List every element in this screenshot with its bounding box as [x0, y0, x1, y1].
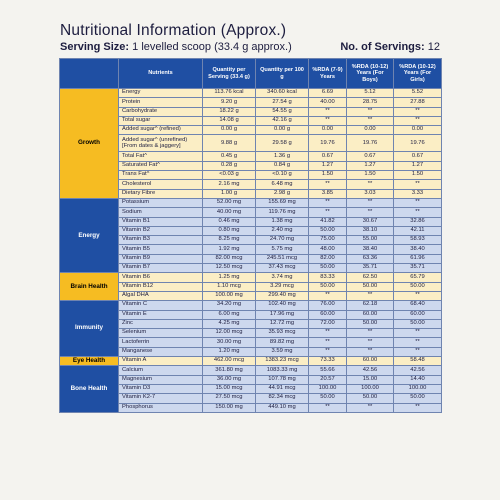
nutrient-value: 60.00	[394, 310, 442, 319]
nutrient-value: 3.03	[347, 189, 394, 198]
nutrient-value: 1383.23 mcg	[256, 357, 309, 366]
nutrient-value: 299.40 mg	[256, 291, 309, 300]
nutrient-name: Total Fat^	[119, 152, 203, 161]
nutrient-value: 35.71	[394, 264, 442, 273]
nutrient-name: Protein	[119, 98, 203, 107]
header-quantity-per-serving: Quantity per Serving (33.4 g)	[203, 59, 256, 89]
nutrient-value: 0.67	[347, 152, 394, 161]
nutrient-value: 1.50	[394, 171, 442, 180]
nutrient-value: 5.75 mg	[256, 245, 309, 254]
nutrient-value: 27.50 mcg	[203, 394, 256, 403]
nutrient-name: Magnesium	[119, 375, 203, 384]
nutrient-value: 6.69	[309, 89, 347, 98]
nutrient-name: Total sugar	[119, 116, 203, 125]
nutrient-value: 9.20 g	[203, 98, 256, 107]
nutrient-value: **	[347, 116, 394, 125]
nutrient-value: 73.33	[309, 357, 347, 366]
nutrient-value: 24.70 mg	[256, 236, 309, 245]
nutrient-name: Trans Fat^	[119, 171, 203, 180]
nutrient-value: 1.25 mg	[203, 273, 256, 282]
nutrient-value: 35.71	[347, 264, 394, 273]
nutrient-name: Vitamin B3	[119, 236, 203, 245]
nutrient-value: 0.00	[394, 126, 442, 135]
nutrient-value: 119.76 mg	[256, 208, 309, 217]
nutrient-value: 32.86	[394, 217, 442, 226]
nutrient-name: Phosphorus	[119, 403, 203, 412]
nutrient-name: Saturated Fat^	[119, 161, 203, 170]
nutrient-value: 60.00	[347, 357, 394, 366]
nutrient-name: Vitamin B12	[119, 282, 203, 291]
nutrient-value: 50.00	[394, 394, 442, 403]
nutrient-value: **	[347, 338, 394, 347]
nutrient-value: 41.82	[309, 217, 347, 226]
nutrient-value: 28.75	[347, 98, 394, 107]
nutrient-value: **	[309, 116, 347, 125]
nutrient-name: Vitamin E	[119, 310, 203, 319]
nutrient-value: 35.93 mcg	[256, 329, 309, 338]
nutrient-value: 3.59 mg	[256, 347, 309, 356]
nutrient-value: 20.57	[309, 375, 347, 384]
nutrient-value: **	[309, 291, 347, 300]
nutrient-value: 100.00	[309, 384, 347, 393]
nutrient-value: 19.76	[309, 135, 347, 152]
nutrient-value: 42.56	[347, 366, 394, 375]
nutrient-value: 38.40	[394, 245, 442, 254]
nutrient-value: **	[394, 338, 442, 347]
nutrient-value: 1.27	[347, 161, 394, 170]
nutrient-name: Added sugar^ (refined)	[119, 126, 203, 135]
nutrient-value: **	[347, 208, 394, 217]
nutrient-value: 76.00	[309, 301, 347, 310]
nutrient-name: Added sugar^ (unrefined) [From dates & jaggery]	[119, 135, 203, 152]
nutrient-value: **	[309, 208, 347, 217]
nutrient-value: **	[309, 107, 347, 116]
nutrient-value: 1.00 g	[203, 189, 256, 198]
serving-size-value: 1 levelled scoop (33.4 g approx.)	[132, 41, 292, 53]
nutrient-value: 29.58 g	[256, 135, 309, 152]
nutrient-name: Vitamin B5	[119, 245, 203, 254]
nutrient-value: **	[347, 180, 394, 189]
category-label: Brain Health	[60, 273, 119, 301]
nutrient-value: 17.96 mg	[256, 310, 309, 319]
nutrient-name: Vitamin B7	[119, 264, 203, 273]
nutrient-value: **	[394, 329, 442, 338]
nutrient-value: 54.55 g	[256, 107, 309, 116]
nutrient-value: 1.38 mg	[256, 217, 309, 226]
nutrient-name: Cholesterol	[119, 180, 203, 189]
nutrient-value: **	[394, 107, 442, 116]
nutrient-value: <0.10 g	[256, 171, 309, 180]
nutrient-value: 6.48 mg	[256, 180, 309, 189]
nutrient-value: 6.00 mg	[203, 310, 256, 319]
nutrient-value: 0.67	[309, 152, 347, 161]
nutrient-value: **	[309, 347, 347, 356]
nutrient-value: 3.33	[394, 189, 442, 198]
nutrient-value: 12.50 mcg	[203, 264, 256, 273]
nutrient-value: 0.00	[347, 126, 394, 135]
header-quantity-per-100g: Quantity per 100 g	[256, 59, 309, 89]
nutrient-value: 50.00	[309, 264, 347, 273]
nutrient-value: 50.00	[309, 226, 347, 235]
table-row	[60, 273, 442, 282]
nutrient-value: 62.50	[347, 273, 394, 282]
nutrient-value: 65.79	[394, 273, 442, 282]
nutrient-value: **	[309, 403, 347, 412]
nutrient-value: **	[309, 338, 347, 347]
nutrient-value: 36.00 mg	[203, 375, 256, 384]
nutrient-value: 19.76	[394, 135, 442, 152]
category-label: Growth	[60, 89, 119, 199]
category-label: Immunity	[60, 301, 119, 357]
nutrient-value: 42.11	[394, 226, 442, 235]
nutrient-name: Potassium	[119, 198, 203, 207]
nutrient-value: **	[347, 198, 394, 207]
header-rda-10-12-girls: %RDA (10-12) Years (For Girls)	[394, 59, 442, 89]
nutrient-value: 449.10 mg	[256, 403, 309, 412]
nutrient-value: 60.00	[347, 310, 394, 319]
nutrient-value: **	[347, 347, 394, 356]
nutrient-value: <0.03 g	[203, 171, 256, 180]
nutrient-value: 12.00 mcg	[203, 329, 256, 338]
nutrient-value: **	[394, 208, 442, 217]
nutrient-value: 63.36	[347, 254, 394, 263]
nutrient-name: Vitamin K2-7	[119, 394, 203, 403]
nutrient-value: 40.00	[309, 98, 347, 107]
nutrient-value: 107.78 mg	[256, 375, 309, 384]
nutrient-value: 15.00 mcg	[203, 384, 256, 393]
nutrient-value: 27.88	[394, 98, 442, 107]
servings-label: No. of Servings:	[340, 41, 425, 53]
nutrient-value: 89.82 mg	[256, 338, 309, 347]
nutrient-value: 8.25 mg	[203, 236, 256, 245]
nutrient-value: 50.00	[309, 282, 347, 291]
nutrient-value: 60.00	[309, 310, 347, 319]
nutrient-name: Carbohydrate	[119, 107, 203, 116]
nutrient-value: 14.40	[394, 375, 442, 384]
nutrient-value: 58.93	[394, 236, 442, 245]
nutrient-value: 18.22 g	[203, 107, 256, 116]
nutrient-value: 0.80 mg	[203, 226, 256, 235]
table-header-row	[60, 59, 442, 89]
nutrient-value: 37.43 mcg	[256, 264, 309, 273]
header-rda-10-12-boys: %RDA (10-12) Years (For Boys)	[347, 59, 394, 89]
nutrient-name: Vitamin B1	[119, 217, 203, 226]
nutrient-name: Dietary Fibre	[119, 189, 203, 198]
nutrient-name: Manganese	[119, 347, 203, 356]
nutrient-value: 0.46 mg	[203, 217, 256, 226]
nutrient-value: 42.56	[394, 366, 442, 375]
nutrient-value: 14.08 g	[203, 116, 256, 125]
category-label: Energy	[60, 198, 119, 272]
table-row	[60, 198, 442, 207]
page-title: Nutritional Information (Approx.)	[60, 22, 287, 39]
nutrient-value: 1.10 mcg	[203, 282, 256, 291]
nutrient-name: Vitamin A	[119, 357, 203, 366]
nutrient-value: 1.50	[347, 171, 394, 180]
nutrient-value: **	[394, 116, 442, 125]
nutrient-value: 34.20 mg	[203, 301, 256, 310]
nutrient-value: 113.76 kcal	[203, 89, 256, 98]
header-category-cell	[60, 59, 119, 89]
nutrient-name: Sodium	[119, 208, 203, 217]
nutrient-value: 0.00 g	[203, 126, 256, 135]
nutrient-name: Vitamin B9	[119, 254, 203, 263]
nutrient-value: 50.00	[347, 282, 394, 291]
nutrient-value: 100.00	[394, 384, 442, 393]
nutrient-name: Lactoferrin	[119, 338, 203, 347]
nutrient-value: 27.54 g	[256, 98, 309, 107]
nutrient-value: 68.40	[394, 301, 442, 310]
nutrient-value: 1.50	[309, 171, 347, 180]
nutrient-value: 0.00	[309, 126, 347, 135]
nutrient-value: **	[394, 347, 442, 356]
nutrient-value: 2.40 mg	[256, 226, 309, 235]
nutrient-name: Vitamin C	[119, 301, 203, 310]
nutrient-value: 58.48	[394, 357, 442, 366]
table-row	[60, 89, 442, 98]
table-row	[60, 357, 442, 366]
nutrient-value: 4.25 mg	[203, 319, 256, 328]
nutrient-value: 5.12	[347, 89, 394, 98]
nutrient-value: 100.00 mg	[203, 291, 256, 300]
nutrient-value: 52.00 mg	[203, 198, 256, 207]
nutrient-value: 50.00	[309, 394, 347, 403]
nutrient-value: 61.96	[394, 254, 442, 263]
nutrient-value: **	[394, 180, 442, 189]
nutrient-value: **	[394, 403, 442, 412]
nutrient-value: 245.51 mcg	[256, 254, 309, 263]
header-rda-7-9: %RDA (7-9) Years	[309, 59, 347, 89]
nutrient-value: 5.52	[394, 89, 442, 98]
nutrient-value: 48.00	[309, 245, 347, 254]
nutrient-value: 72.00	[309, 319, 347, 328]
nutrient-value: 0.84 g	[256, 161, 309, 170]
nutrient-value: **	[309, 329, 347, 338]
nutrient-value: 30.00 mg	[203, 338, 256, 347]
nutrient-value: 100.00	[347, 384, 394, 393]
nutrient-value: 44.91 mcg	[256, 384, 309, 393]
nutrient-value: 15.00	[347, 375, 394, 384]
category-label: Eye Health	[60, 357, 119, 366]
header-nutrients: Nutrients	[119, 59, 203, 89]
nutrient-value: 150.00 mg	[203, 403, 256, 412]
nutrient-value: 75.00	[309, 236, 347, 245]
servings-count	[340, 41, 440, 53]
nutrient-value: 50.00	[347, 319, 394, 328]
nutrition-table	[59, 58, 442, 413]
nutrient-value: 3.29 mcg	[256, 282, 309, 291]
nutrient-name: Vitamin D3	[119, 384, 203, 393]
nutrient-value: 2.16 mg	[203, 180, 256, 189]
nutrient-value: **	[347, 107, 394, 116]
nutrient-value: 0.45 g	[203, 152, 256, 161]
nutrient-value: 155.69 mg	[256, 198, 309, 207]
table-row	[60, 366, 442, 375]
nutrient-value: 38.40	[347, 245, 394, 254]
nutrient-value: 82.00 mcg	[203, 254, 256, 263]
nutrient-value: 55.00	[347, 236, 394, 245]
nutrient-value: 82.34 mcg	[256, 394, 309, 403]
nutrient-value: 1.36 g	[256, 152, 309, 161]
nutrient-value: 361.80 mg	[203, 366, 256, 375]
nutrient-value: 38.10	[347, 226, 394, 235]
nutrient-value: 30.67	[347, 217, 394, 226]
serving-size-label: Serving Size:	[60, 41, 130, 53]
nutrient-value: 3.74 mg	[256, 273, 309, 282]
nutrient-value: 9.88 g	[203, 135, 256, 152]
nutrient-value: 0.28 g	[203, 161, 256, 170]
nutrient-value: 3.85	[309, 189, 347, 198]
nutrient-value: 62.18	[347, 301, 394, 310]
nutrient-value: **	[309, 198, 347, 207]
nutrient-value: 340.60 kcal	[256, 89, 309, 98]
table-row	[60, 301, 442, 310]
nutrient-value: 1.20 mg	[203, 347, 256, 356]
nutrient-value: 1.27	[394, 161, 442, 170]
nutrient-value: 0.00 g	[256, 126, 309, 135]
nutrient-value: **	[394, 198, 442, 207]
nutrient-value: 40.00 mg	[203, 208, 256, 217]
nutrient-value: 19.76	[347, 135, 394, 152]
nutrient-name: Vitamin B2	[119, 226, 203, 235]
nutrient-name: Energy	[119, 89, 203, 98]
nutrient-name: Selenium	[119, 329, 203, 338]
nutrient-value: **	[309, 180, 347, 189]
nutrient-value: 83.33	[309, 273, 347, 282]
serving-size	[60, 41, 292, 53]
nutrient-value: 1083.33 mg	[256, 366, 309, 375]
nutrient-name: Calcium	[119, 366, 203, 375]
nutrient-value: **	[394, 291, 442, 300]
nutrient-value: 12.72 mg	[256, 319, 309, 328]
nutrient-value: 102.40 mg	[256, 301, 309, 310]
nutrient-name: Algal DHA	[119, 291, 203, 300]
nutrient-value: 42.16 g	[256, 116, 309, 125]
nutrient-value: 1.92 mg	[203, 245, 256, 254]
nutrient-value: **	[347, 329, 394, 338]
servings-value: 12	[427, 41, 440, 53]
nutrient-value: 462.00 mcg	[203, 357, 256, 366]
nutrient-name: Vitamin B6	[119, 273, 203, 282]
nutrient-value: 50.00	[347, 394, 394, 403]
nutrient-value: **	[347, 291, 394, 300]
nutrient-value: 55.66	[309, 366, 347, 375]
nutrient-value: 0.67	[394, 152, 442, 161]
nutrient-value: 50.00	[394, 319, 442, 328]
nutrient-value: 50.00	[394, 282, 442, 291]
nutrient-value: **	[347, 403, 394, 412]
nutrient-name: Zinc	[119, 319, 203, 328]
nutrient-value: 1.27	[309, 161, 347, 170]
nutrient-value: 2.98 g	[256, 189, 309, 198]
nutrient-value: 82.00	[309, 254, 347, 263]
category-label: Bone Health	[60, 366, 119, 412]
